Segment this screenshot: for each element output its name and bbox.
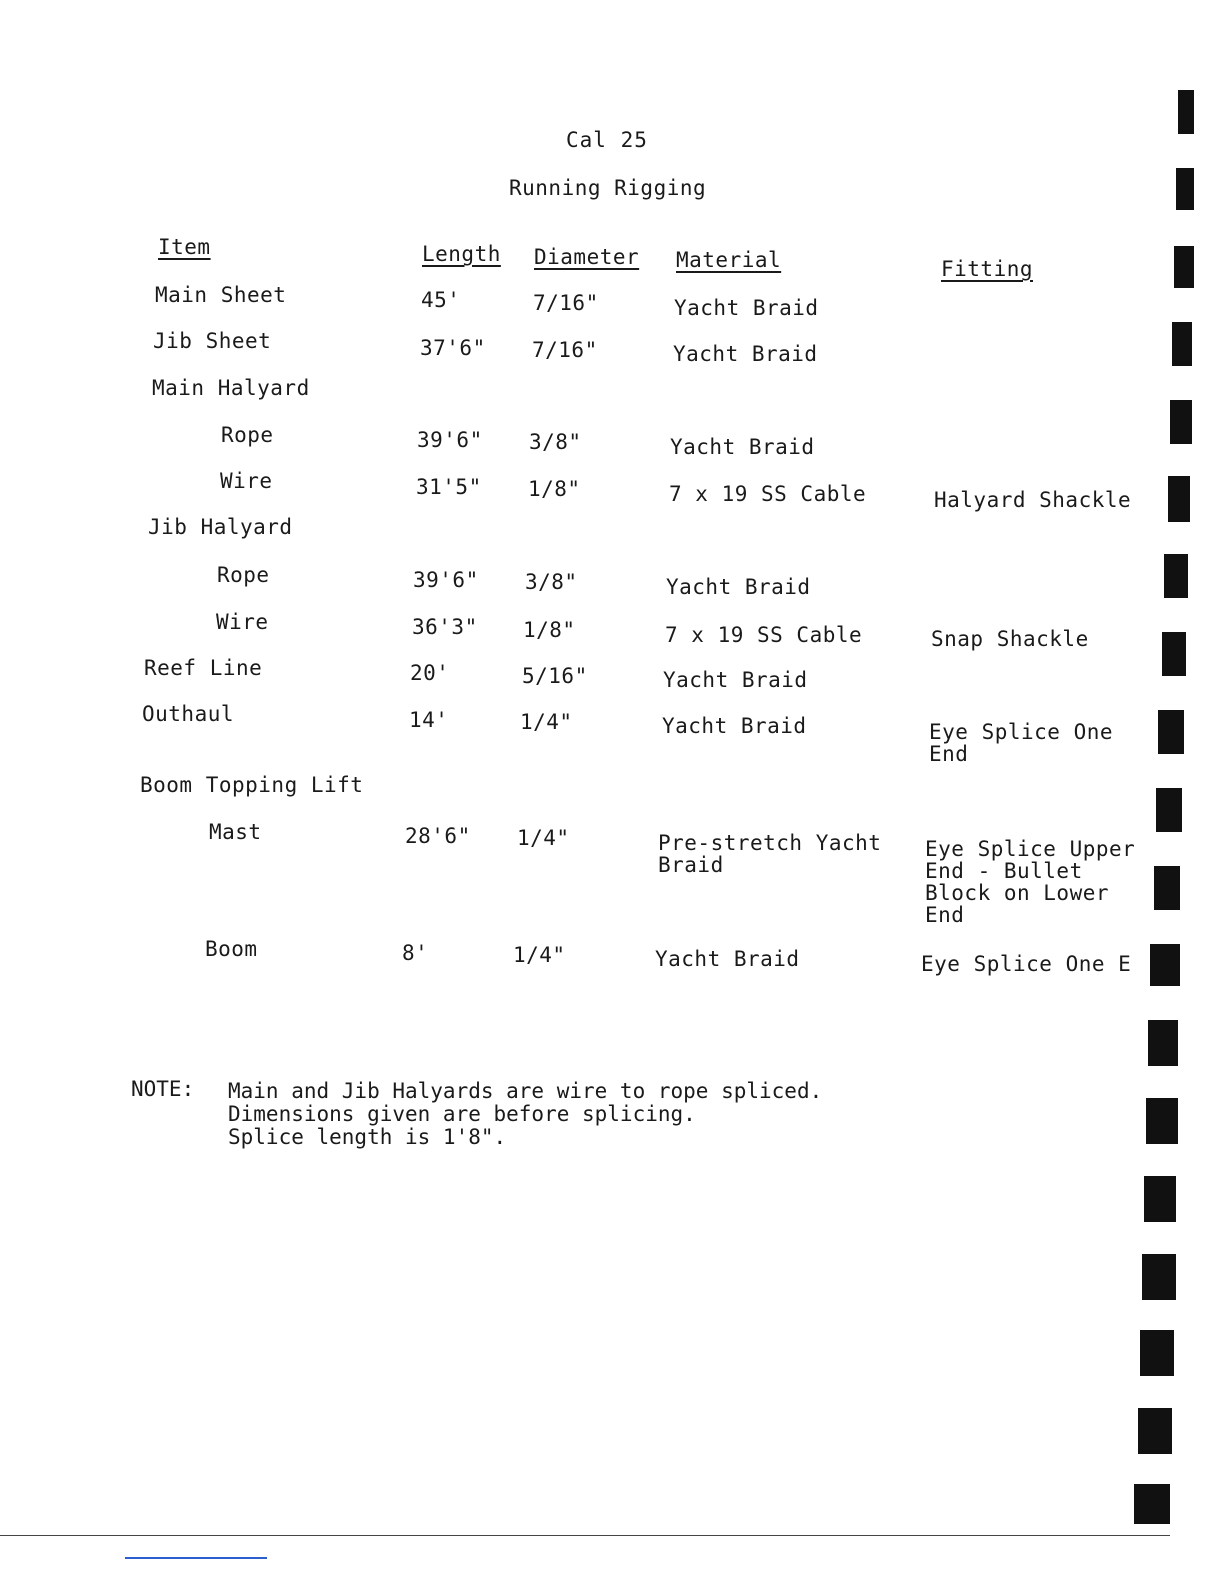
- table-cell-item: Boom Topping Lift: [140, 773, 364, 797]
- table-cell-material: Yacht Braid: [662, 714, 807, 738]
- table-cell-material: Yacht Braid: [666, 575, 811, 599]
- note-text: [228, 1080, 822, 1149]
- table-cell-item: Main Halyard: [152, 376, 310, 400]
- binding-hole-mark: [1144, 1176, 1176, 1222]
- table-cell-fitting: Halyard Shackle: [934, 488, 1132, 512]
- header-fitting: Fitting: [941, 257, 1034, 281]
- table-cell-diameter: 1/4": [520, 710, 573, 734]
- table-cell-length: 37'6": [420, 336, 486, 360]
- binding-hole-mark: [1146, 1098, 1178, 1144]
- header-material: Material: [676, 248, 782, 272]
- table-cell-diameter: 3/8": [525, 570, 578, 594]
- table-cell-item: Jib Halyard: [148, 515, 293, 539]
- binding-hole-mark: [1138, 1408, 1172, 1454]
- binding-hole-mark: [1176, 168, 1194, 210]
- table-cell-length: 8': [402, 941, 429, 965]
- table-cell-diameter: 3/8": [529, 430, 582, 454]
- table-cell-item: Boom: [205, 937, 258, 961]
- binding-hole-mark: [1158, 710, 1184, 754]
- table-cell-item: Main Sheet: [155, 283, 287, 307]
- note-line: Dimensions given are before splicing.: [228, 1102, 696, 1126]
- table-cell-item: Mast: [209, 820, 262, 844]
- document-subtitle: Running Rigging: [509, 176, 707, 200]
- table-cell-fitting: Eye Splice Upper End - Bullet Block on Lower End: [925, 837, 1136, 927]
- note-line: Splice length is 1'8".: [228, 1125, 507, 1149]
- binding-hole-mark: [1134, 1484, 1170, 1524]
- table-cell-length: 39'6": [417, 428, 483, 452]
- table-cell-fitting: Eye Splice One End: [929, 720, 1114, 766]
- table-cell-item: Wire: [216, 610, 269, 634]
- binding-hole-mark: [1156, 788, 1182, 832]
- binding-hole-mark: [1154, 866, 1180, 910]
- bottom-rule: [0, 1535, 1170, 1536]
- binding-hole-mark: [1162, 632, 1186, 676]
- binding-hole-mark: [1172, 322, 1192, 366]
- table-cell-fitting: Eye Splice One E: [921, 952, 1132, 976]
- note-line: Main and Jib Halyards are wire to rope spliced.: [228, 1079, 823, 1103]
- binding-hole-mark: [1170, 400, 1192, 444]
- table-cell-item: Wire: [220, 469, 273, 493]
- table-cell-item: Outhaul: [142, 702, 235, 726]
- table-cell-material: 7 x 19 SS Cable: [665, 623, 863, 647]
- document-title: Cal 25: [566, 128, 648, 152]
- binding-hole-mark: [1164, 554, 1188, 598]
- table-cell-material: Yacht Braid: [673, 342, 818, 366]
- binding-hole-mark: [1140, 1330, 1174, 1376]
- table-cell-diameter: 1/8": [528, 477, 581, 501]
- blue-underline: [125, 1557, 267, 1559]
- table-cell-length: 31'5": [416, 475, 482, 499]
- table-cell-item: Rope: [221, 423, 274, 447]
- table-cell-material: Yacht Braid: [674, 296, 819, 320]
- table-cell-length: 45': [421, 288, 461, 312]
- table-cell-diameter: 1/4": [513, 943, 566, 967]
- table-cell-material: Yacht Braid: [663, 668, 808, 692]
- table-cell-length: 39'6": [413, 568, 479, 592]
- table-cell-item: Reef Line: [144, 656, 263, 680]
- binding-hole-mark: [1174, 246, 1194, 288]
- table-cell-material: 7 x 19 SS Cable: [669, 482, 867, 506]
- table-cell-diameter: 7/16": [532, 338, 598, 362]
- table-cell-material: Yacht Braid: [655, 947, 800, 971]
- table-cell-length: 36'3": [412, 615, 478, 639]
- table-cell-length: 14': [409, 708, 449, 732]
- table-cell-diameter: 1/4": [517, 826, 570, 850]
- table-cell-material: Yacht Braid: [670, 435, 815, 459]
- binding-hole-mark: [1148, 1020, 1178, 1066]
- header-item: Item: [158, 235, 211, 259]
- table-cell-diameter: 5/16": [522, 664, 588, 688]
- table-cell-item: Jib Sheet: [153, 329, 272, 353]
- table-cell-fitting: Snap Shackle: [931, 627, 1089, 651]
- table-cell-item: Rope: [217, 563, 270, 587]
- binding-hole-mark: [1150, 944, 1180, 986]
- table-cell-material: Pre-stretch Yacht Braid: [658, 831, 882, 877]
- binding-hole-mark: [1168, 476, 1190, 522]
- table-cell-length: 20': [410, 661, 450, 685]
- header-diameter: Diameter: [534, 245, 640, 269]
- binding-hole-mark: [1178, 90, 1194, 134]
- binding-hole-mark: [1142, 1254, 1176, 1300]
- table-cell-diameter: 7/16": [533, 291, 599, 315]
- header-length: Length: [422, 242, 501, 266]
- table-cell-diameter: 1/8": [523, 618, 576, 642]
- table-cell-length: 28'6": [405, 824, 471, 848]
- note-label: NOTE:: [131, 1077, 195, 1101]
